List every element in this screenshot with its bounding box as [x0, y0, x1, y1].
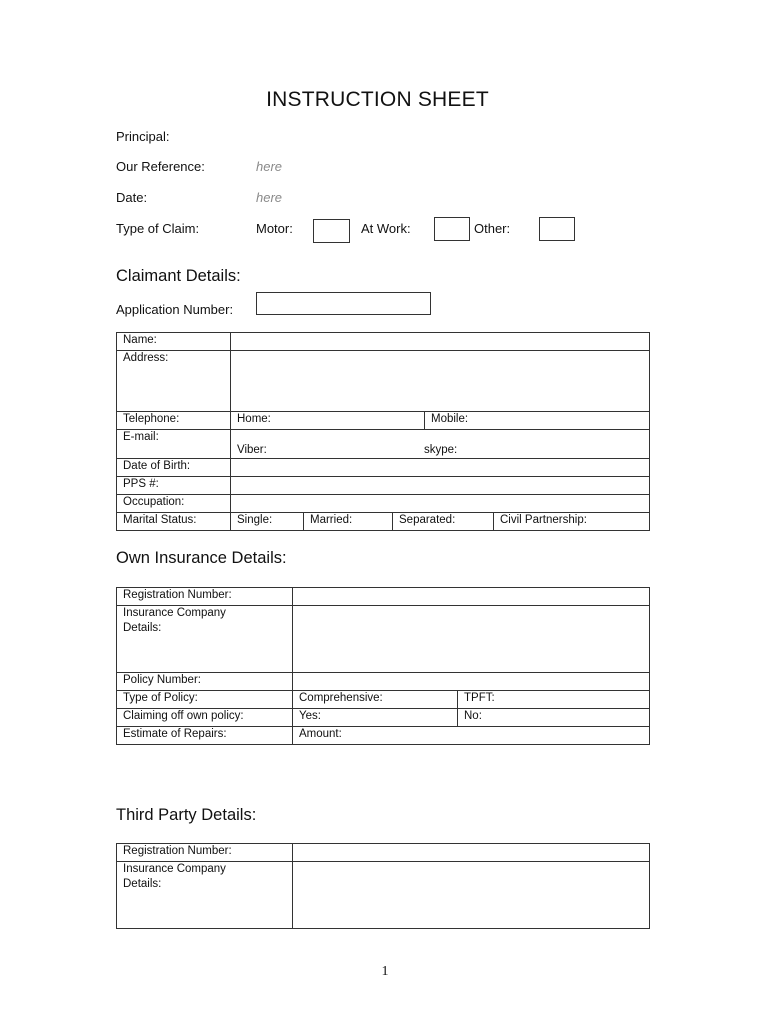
tp-registration-label: Registration Number:	[117, 844, 293, 862]
own-insurance-heading: Own Insurance Details:	[116, 549, 287, 567]
reference-field[interactable]: here	[256, 159, 283, 174]
marital-label: Marital Status:	[117, 513, 231, 531]
telephone-label: Telephone:	[117, 412, 231, 430]
third-party-table	[116, 843, 650, 929]
own-company-field[interactable]	[293, 606, 650, 673]
own-insurance-table	[116, 587, 650, 745]
claimant-table	[116, 332, 650, 531]
policy-type-label: Type of Policy:	[117, 691, 293, 709]
dob-label: Date of Birth:	[117, 459, 231, 477]
claim-motor-checkbox[interactable]	[313, 219, 350, 243]
claim-other-label: Other:	[474, 221, 511, 236]
application-number-label: Application Number:	[116, 302, 234, 317]
claim-work-label: At Work:	[361, 221, 411, 236]
comprehensive-option[interactable]: Comprehensive:	[293, 691, 458, 709]
tp-company-label: Insurance Company Details:	[117, 862, 293, 929]
name-field[interactable]	[231, 333, 650, 351]
own-registration-field[interactable]	[293, 588, 650, 606]
estimate-label: Estimate of Repairs:	[117, 727, 293, 745]
mobile-phone-field[interactable]	[425, 412, 650, 430]
home-phone-field[interactable]	[231, 412, 425, 430]
principal-label: Principal:	[116, 129, 170, 144]
name-label: Name:	[117, 333, 231, 351]
application-number-input[interactable]	[256, 292, 431, 315]
pps-field[interactable]	[231, 477, 650, 495]
email-field[interactable]	[231, 430, 650, 459]
tp-company-field[interactable]	[293, 862, 650, 929]
address-label: Address:	[117, 351, 231, 412]
date-field[interactable]: here	[256, 190, 283, 205]
tp-registration-field[interactable]	[293, 844, 650, 862]
amount-field[interactable]: Amount:	[293, 727, 650, 745]
email-label: E-mail:	[117, 430, 231, 459]
claim-motor-label: Motor:	[256, 221, 293, 236]
dob-field[interactable]	[231, 459, 650, 477]
yes-option[interactable]: Yes:	[293, 709, 458, 727]
separated-option[interactable]: Separated:	[393, 513, 494, 531]
claimant-heading: Claimant Details:	[116, 267, 241, 285]
own-registration-label: Registration Number:	[117, 588, 293, 606]
page-title: INSTRUCTION SHEET	[266, 88, 489, 111]
reference-label: Our Reference:	[116, 159, 205, 174]
own-company-label: Insurance Company Details:	[117, 606, 293, 673]
single-option[interactable]: Single:	[231, 513, 304, 531]
occupation-label: Occupation:	[117, 495, 231, 513]
skype-label: skype:	[424, 444, 458, 456]
policy-number-label: Policy Number:	[117, 673, 293, 691]
date-label: Date:	[116, 190, 148, 205]
claim-other-checkbox[interactable]	[539, 217, 575, 241]
claim-type-label: Type of Claim:	[116, 221, 200, 236]
page-number: 1	[381, 964, 389, 979]
civil-partnership-option[interactable]: Civil Partnership:	[494, 513, 650, 531]
claim-work-checkbox[interactable]	[434, 217, 470, 241]
mobile-label: Mobile:	[431, 413, 469, 425]
home-label: Home:	[237, 413, 271, 425]
address-field[interactable]	[231, 351, 650, 412]
viber-label: Viber:	[237, 444, 267, 456]
policy-number-field[interactable]	[293, 673, 650, 691]
third-party-heading: Third Party Details:	[116, 806, 257, 824]
married-option[interactable]: Married:	[304, 513, 393, 531]
tpft-option[interactable]: TPFT:	[458, 691, 650, 709]
occupation-field[interactable]	[231, 495, 650, 513]
no-option[interactable]: No:	[458, 709, 650, 727]
claiming-own-policy-label: Claiming off own policy:	[117, 709, 293, 727]
pps-label: PPS #:	[117, 477, 231, 495]
